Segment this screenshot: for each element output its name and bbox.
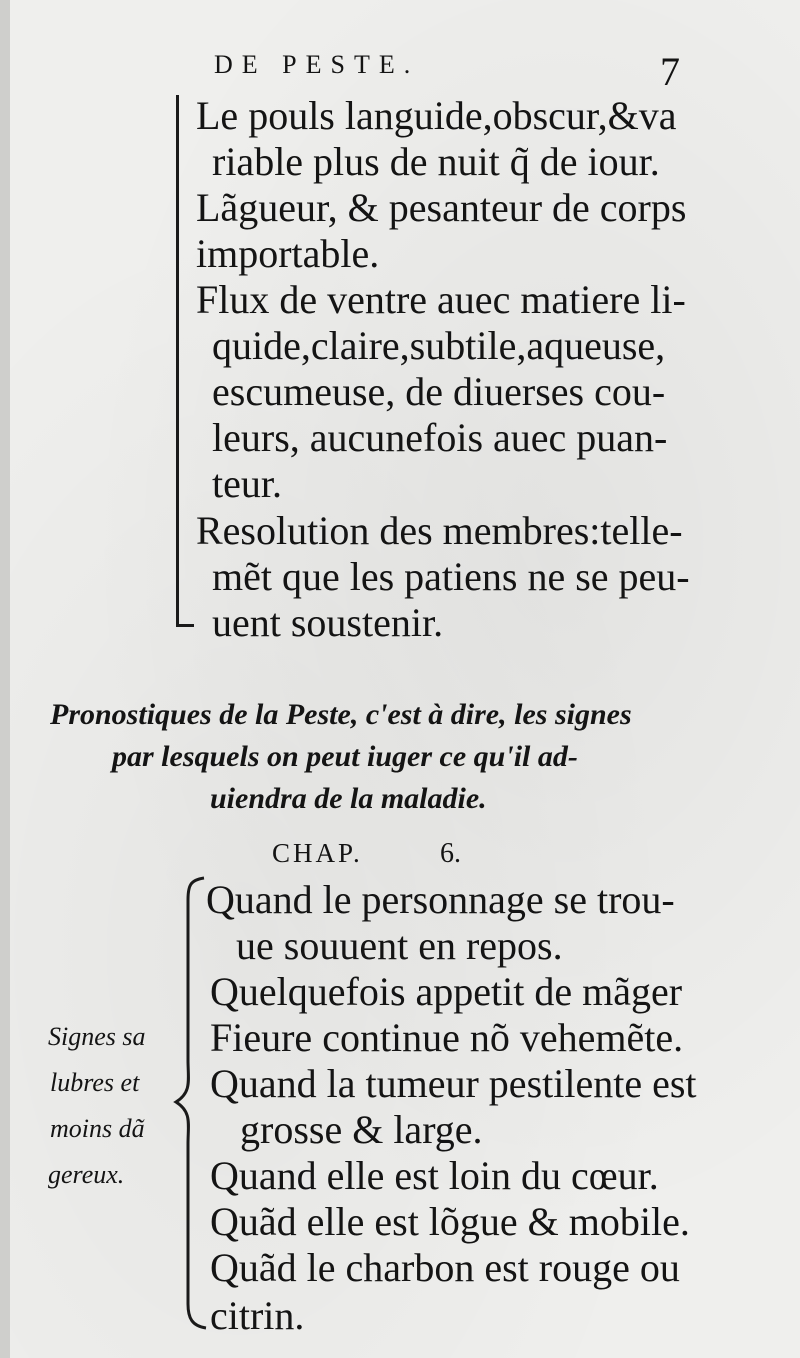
symptom-line-8: leurs, aucunefois auec puan- (212, 415, 668, 460)
chapter-number: 6. (440, 838, 461, 869)
symptom-line-12: uent soustenir. (212, 600, 444, 645)
symptom-line-11: mẽt que les patiens ne se peu- (212, 554, 690, 599)
symptom-line-3: Lãgueur, & pesanteur de corps (196, 185, 687, 230)
running-head: DE PESTE. (214, 50, 420, 79)
section-heading-line-2: par lesquels on peut iuger ce qu'il ad- (112, 740, 578, 773)
sign-line-10: citrin. (210, 1293, 305, 1338)
page-number: 7 (660, 49, 680, 94)
margin-note-line-4: gereux. (48, 1160, 125, 1189)
symptom-line-6: quide,claire,subtile,aqueuse, (212, 323, 666, 368)
margin-note-line-3: moins dã (50, 1114, 145, 1143)
chapter-label: CHAP. (272, 838, 363, 868)
sign-line-9: Quãd le charbon est rouge ou (210, 1245, 680, 1290)
symptom-line-4: importable. (196, 231, 380, 276)
symptom-line-2: riable plus de nuit q̃ de iour. (212, 139, 660, 184)
sign-line-4: Fieure continue nõ vehemẽte. (210, 1015, 684, 1060)
margin-note-line-1: Signes sa (48, 1022, 146, 1051)
symptom-line-9: teur. (212, 461, 282, 506)
sign-line-5: Quand la tumeur pestilente est (210, 1061, 697, 1106)
sign-line-7: Quand elle est loin du cœur. (210, 1153, 659, 1198)
symptom-line-10: Resolution des membres:telle- (196, 508, 683, 553)
symptom-line-1: Le pouls languide,obscur,&va (196, 93, 677, 138)
sign-line-1: Quand le personnage se trou- (206, 877, 675, 922)
section-heading-line-3: uiendra de la maladie. (210, 782, 487, 815)
margin-note-line-2: lubres et (50, 1068, 140, 1097)
sign-line-6: grosse & large. (240, 1107, 483, 1152)
section-heading-line-1: Pronostiques de la Peste, c'est à dire, les signes (50, 698, 632, 731)
sign-line-8: Quãd elle est lõgue & mobile. (210, 1199, 690, 1244)
sign-line-3: Quelquefois appetit de mãger (210, 969, 683, 1014)
sign-line-2: ue souuent en repos. (236, 923, 563, 968)
symptom-line-5: Flux de ventre auec matiere li- (196, 277, 686, 322)
symptom-line-7: escumeuse, de diuerses cou- (212, 369, 666, 414)
